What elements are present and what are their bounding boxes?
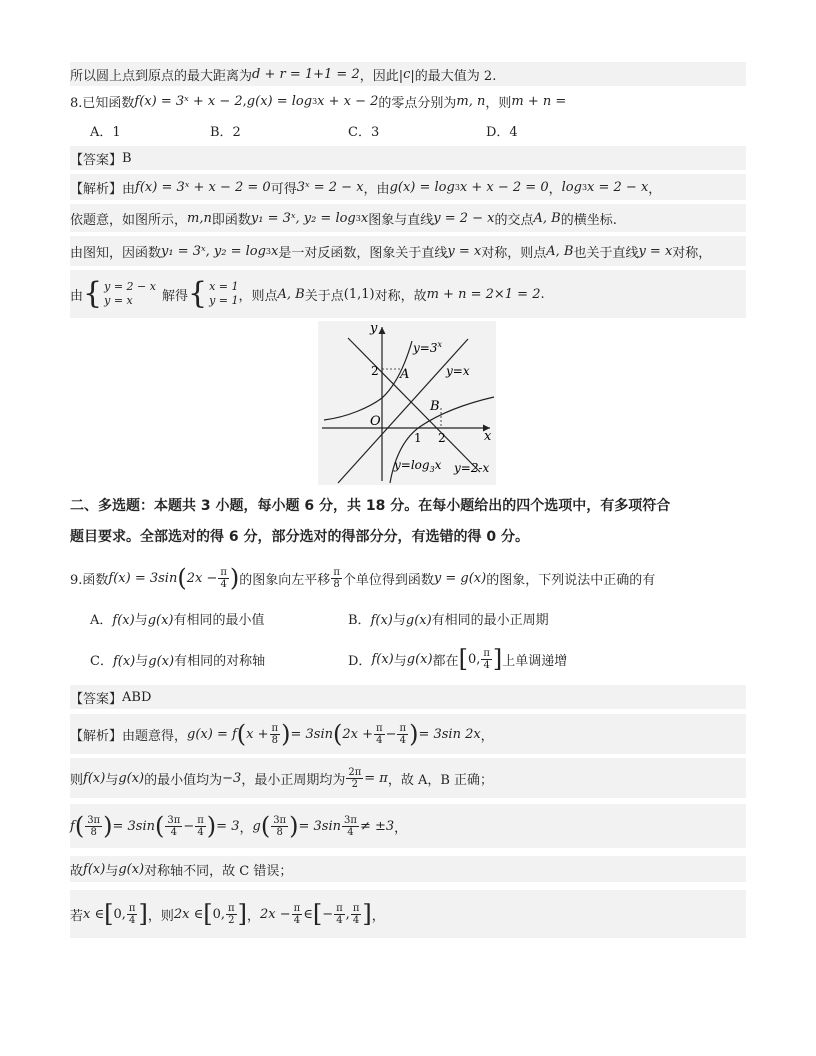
vector-c: c xyxy=(403,66,411,82)
origin-label: O xyxy=(370,414,381,429)
label-point-a: A xyxy=(400,367,410,382)
q9-options-row2 xyxy=(70,640,746,678)
x-axis-label: x xyxy=(484,429,492,444)
q7-conclusion: 所以圆上点到原点的最大距离为 d + r = 1+1 = 2 ，因此| c |的最大值为 2. xyxy=(70,62,746,86)
tick-x-2: 2 xyxy=(438,431,446,445)
q9-stem: 9.函数 f(x) = 3sin ( 2x − $\frac{\pi}{4}$ ) 的图象向左平移 $\frac{\pi}{8}$ 个单位得到函数 y = g(x) 的图象，下列说法中正确的有 xyxy=(70,564,656,592)
y-axis-label: y xyxy=(370,321,378,336)
q9-analysis-line3: f ( $\frac{3\pi}{8}$ ) = 3sin ( $\frac{3\pi}{4}$ − $\frac{\pi}{4}$ ) = 3 ， g ( $\frac{3\pi}{8}$ ) = 3sin $\frac{3\pi}{4}$ ≠ ±3 ， xyxy=(70,804,746,848)
equation-system: y = 2 − x y = x xyxy=(104,280,156,307)
section-heading-line1: 二、多选题：本题共 3 小题，每小题 6 分，共 18 分。在每小题给出的四个选项中，有多项符合 xyxy=(70,498,671,514)
tick-x-1: 1 xyxy=(414,431,422,445)
q8-options xyxy=(70,118,746,142)
line-y-eq-2-minus-x xyxy=(348,338,480,472)
q9-analysis-line5: 若 x ∈ [ 0, $\frac{\pi}{4}$ ] ，则 2x ∈ [ 0, $\frac{\pi}{2}$ ] ， 2x − $\frac{\pi}{4}$ ∈ [ − $\frac{\pi}{4}$ , $\frac{\pi}{4}$ ] ， xyxy=(70,890,746,938)
q8-option-d[interactable]: D．4 xyxy=(486,124,518,140)
solution-system: x = 1 y = 1 xyxy=(209,280,239,307)
label-log-curve: $y=\log_3x$ xyxy=(394,458,442,474)
function-graph-svg xyxy=(318,321,496,485)
q9-option-d[interactable]: D． f(x) 与 g(x) 都在 [ 0, $\frac{\pi}{4}$ ] 上单调递增 xyxy=(348,645,568,673)
label-line-2-minus-x: y=2-x xyxy=(454,461,490,475)
section-heading-line2: 题目要求。全部选对的得 6 分，部分选对的得部分分，有选错的得 0 分。 xyxy=(70,529,529,545)
q9-analysis-line2: 则 f(x) 与 g(x) 的最小值均为 −3 ，最小正周期均为 $\frac{2\pi}{2}$ = π ，故 A，B 正确； xyxy=(70,758,746,798)
q9-answer: 【答案】 ABD xyxy=(70,685,746,709)
q9-options-row1 xyxy=(70,605,746,631)
tick-y-2: 2 xyxy=(371,364,379,378)
q8-option-a[interactable]: A．1 xyxy=(90,124,121,140)
q8-analysis-line1: 【解析】 由 f(x) = 3ˣ + x − 2 = 0 可得 3ˣ = 2 − x ，由 g(x) = log 3 x + x − 2 = 0 ， log 3 x = 2 − x ， xyxy=(70,174,746,200)
label-point-b: B xyxy=(430,399,440,414)
q8-analysis-line3: 由图知，因函数 y₁ = 3ˣ, y₂ = log 3 x 是一对反函数，图象关于直线 y = x 对称，则点 A, B 也关于直线 y = x 对称， xyxy=(70,236,746,266)
q9-option-c[interactable]: C．f(x)与g(x)有相同的对称轴 xyxy=(90,653,266,669)
exp-curve xyxy=(324,341,412,420)
label-exp-curve: $y=3^x$ xyxy=(413,340,442,355)
q8-option-c[interactable]: C．3 xyxy=(348,124,380,140)
q8-stem: 8.已知函数 f(x) = 3ˣ + x − 2 , g(x) = log 3 x + x − 2 的零点分别为 m, n ，则 m + n = xyxy=(70,93,567,111)
function-graph xyxy=(318,321,496,485)
q8-answer: 【答案】 B xyxy=(70,146,746,170)
q8-option-b[interactable]: B．2 xyxy=(210,124,241,140)
q9-option-a[interactable]: A．f(x)与g(x)有相同的最小值 xyxy=(90,612,265,628)
q8-analysis-line4: 由 { y = 2 − x y = x 解得 { x = 1 y = 1 ，则点 A, B 关于点 (1,1) 对称，故 m + n = 2×1 = 2 . xyxy=(70,270,746,318)
label-y-eq-x: y=x xyxy=(446,364,470,378)
q8-analysis-line2: 依题意，如图所示， m,n 即函数 y₁ = 3ˣ, y₂ = log 3 x 图象与直线 y = 2 − x 的交点 A, B 的横坐标. xyxy=(70,204,746,232)
q9-option-b[interactable]: B．f(x)与g(x)有相同的最小正周期 xyxy=(348,612,549,628)
q9-analysis-line1: 【解析】 由题意得， g(x) = f ( x + $\frac{\pi}{8}$ ) = 3sin ( 2x + $\frac{\pi}{4}$ − $\frac{\pi}{4}$ ) = 3sin 2x ， xyxy=(70,714,746,754)
q9-analysis-line4: 故 f(x) 与 g(x) 对称轴不同，故 C 错误； xyxy=(70,856,746,882)
